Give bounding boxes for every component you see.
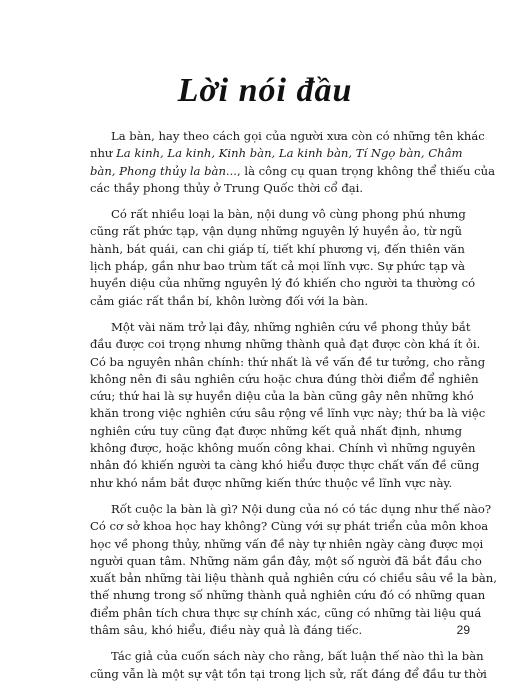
- text-line: [90, 180, 462, 197]
- text-run: Có ba nguyên nhân chính: thứ nhất là về vấn đề tư tưởng, cho rằng: [90, 354, 486, 369]
- text-run: nghiên cứu tuy cũng đạt được những kết quả nhất định, nhưng: [90, 423, 462, 438]
- text-run: không nên đi sâu nghiên cứu hoặc chưa đúng thời điểm để nghiên: [90, 371, 479, 386]
- text-line: [90, 319, 471, 336]
- text-run: khăn trong việc nghiên cứu sâu rộng về lĩnh vực này; thứ ba là việc: [90, 406, 486, 421]
- text-run: huyền diệu của những nguyên lý đó khiến cho người ta thường có: [90, 276, 476, 291]
- text-run: , là công cụ quan trọng không thể thiếu của: [236, 163, 496, 178]
- paragraph: [90, 648, 487, 683]
- text-run: như khó nắm bắt được những kiến thức thuộc về lĩnh vực này.: [90, 475, 453, 490]
- text-line: [90, 553, 482, 570]
- text-run: thâm sâu, khó hiểu, điều này quả là đáng tiếc.: [90, 623, 363, 638]
- text-line: [90, 223, 462, 240]
- text-run: cứu; thứ hai là sự huyền diệu của la bàn cũng gây nên những khó: [90, 389, 474, 404]
- text-run: học về phong thủy, những vấn đề này tự nhiên ngày càng được mọi: [90, 536, 484, 551]
- text-run: điểm phân tích chưa thực sự chính xác, cũng có những tài liệu quá: [90, 605, 482, 620]
- text-line: [90, 336, 481, 353]
- text-line: [90, 622, 462, 639]
- text-run: cũng rất phức tạp, vận dụng những nguyên lý huyền ảo, từ ngũ: [90, 224, 462, 239]
- text-line: [90, 518, 489, 535]
- text-line: [90, 423, 462, 440]
- text-line: [90, 405, 486, 422]
- text-run: thế nhưng trong số những thành quả nghiên cứu đó có những quan: [90, 588, 486, 603]
- text-run: không được, hoặc không muốn công khai. Chính vì những nguyên: [90, 441, 476, 456]
- text-line: [90, 145, 462, 162]
- paragraph: [90, 206, 476, 310]
- text-run: Một vài năm trở lại đây, những nghiên cứu về phong thủy bắt: [111, 319, 471, 334]
- text-line: [90, 666, 487, 683]
- italic-text: La kinh, La kinh, Kinh bàn, La kinh bàn, Tí Ngọ bàn, Châm: [116, 146, 463, 161]
- text-line: [90, 275, 476, 292]
- text-line: [90, 536, 484, 553]
- text-run: nhân đó khiến người ta càng khó hiểu được thực chất vấn đề cũng: [90, 458, 480, 473]
- text-line: [90, 501, 492, 518]
- text-run: Có rất nhiều loại la bàn, nội dung vô cùng phong phú nhưng: [111, 207, 466, 222]
- text-line: [90, 388, 474, 405]
- text-run: người quan tâm. Những năm gần đây, một số người đã bắt đầu cho: [90, 553, 482, 568]
- text-line: [90, 206, 466, 223]
- chapter-title: Lời nói đầu: [177, 72, 353, 109]
- text-line: [90, 587, 486, 604]
- text-line: [90, 128, 485, 145]
- text-line: [90, 258, 466, 275]
- text-line: [90, 241, 465, 258]
- text-line: [90, 371, 479, 388]
- text-line: [90, 293, 462, 310]
- text-run: Có cơ sở khoa học hay không? Cùng với sự phát triển của môn khoa: [90, 519, 489, 534]
- paragraph: [90, 128, 496, 197]
- page-number: 29: [456, 623, 470, 637]
- text-line: [90, 163, 496, 180]
- text-run: Rốt cuộc la bàn là gì? Nội dung của nó có tác dụng như thế nào?: [111, 501, 492, 516]
- text-line: [90, 605, 482, 622]
- text-line: [90, 440, 476, 457]
- text-run: hành, bát quái, can chi giáp tí, tiết khí phương vị, đến thiên văn: [90, 241, 465, 256]
- paragraph: [90, 319, 486, 492]
- text-run: Tác giả của cuốn sách này cho rằng, bất luận thế nào thì la bàn: [111, 649, 484, 664]
- text-run: các thầy phong thủy ở Trung Quốc thời cổ đại.: [90, 180, 364, 195]
- text-line: [90, 457, 480, 474]
- text-line: [90, 354, 486, 371]
- text-run: xuất bản những tài liệu thành quả nghiên cứu có chiều sâu về la bàn,: [90, 571, 497, 586]
- italic-text: bàn, Phong thủy la bàn...: [90, 163, 237, 178]
- text-run: cũng vẫn là một sự vật tồn tại trong lịch sử, rất đáng để đầu tư thời: [90, 666, 487, 681]
- text-run: cảm giác rất thần bí, khôn lường đối với la bàn.: [90, 293, 369, 308]
- text-line: [90, 570, 497, 587]
- text-run: La bàn, hay theo cách gọi của người xưa còn có những tên khác: [111, 129, 485, 143]
- text-line: [90, 475, 462, 492]
- text-run: đầu được coi trọng nhưng những thành quả đạt được còn khá ít ỏi.: [90, 337, 481, 352]
- text-run: lịch pháp, gần như bao trùm tất cả mọi lĩnh vực. Sự phức tạp và: [90, 259, 466, 274]
- text-run: như: [90, 146, 117, 161]
- text-line: [90, 648, 484, 665]
